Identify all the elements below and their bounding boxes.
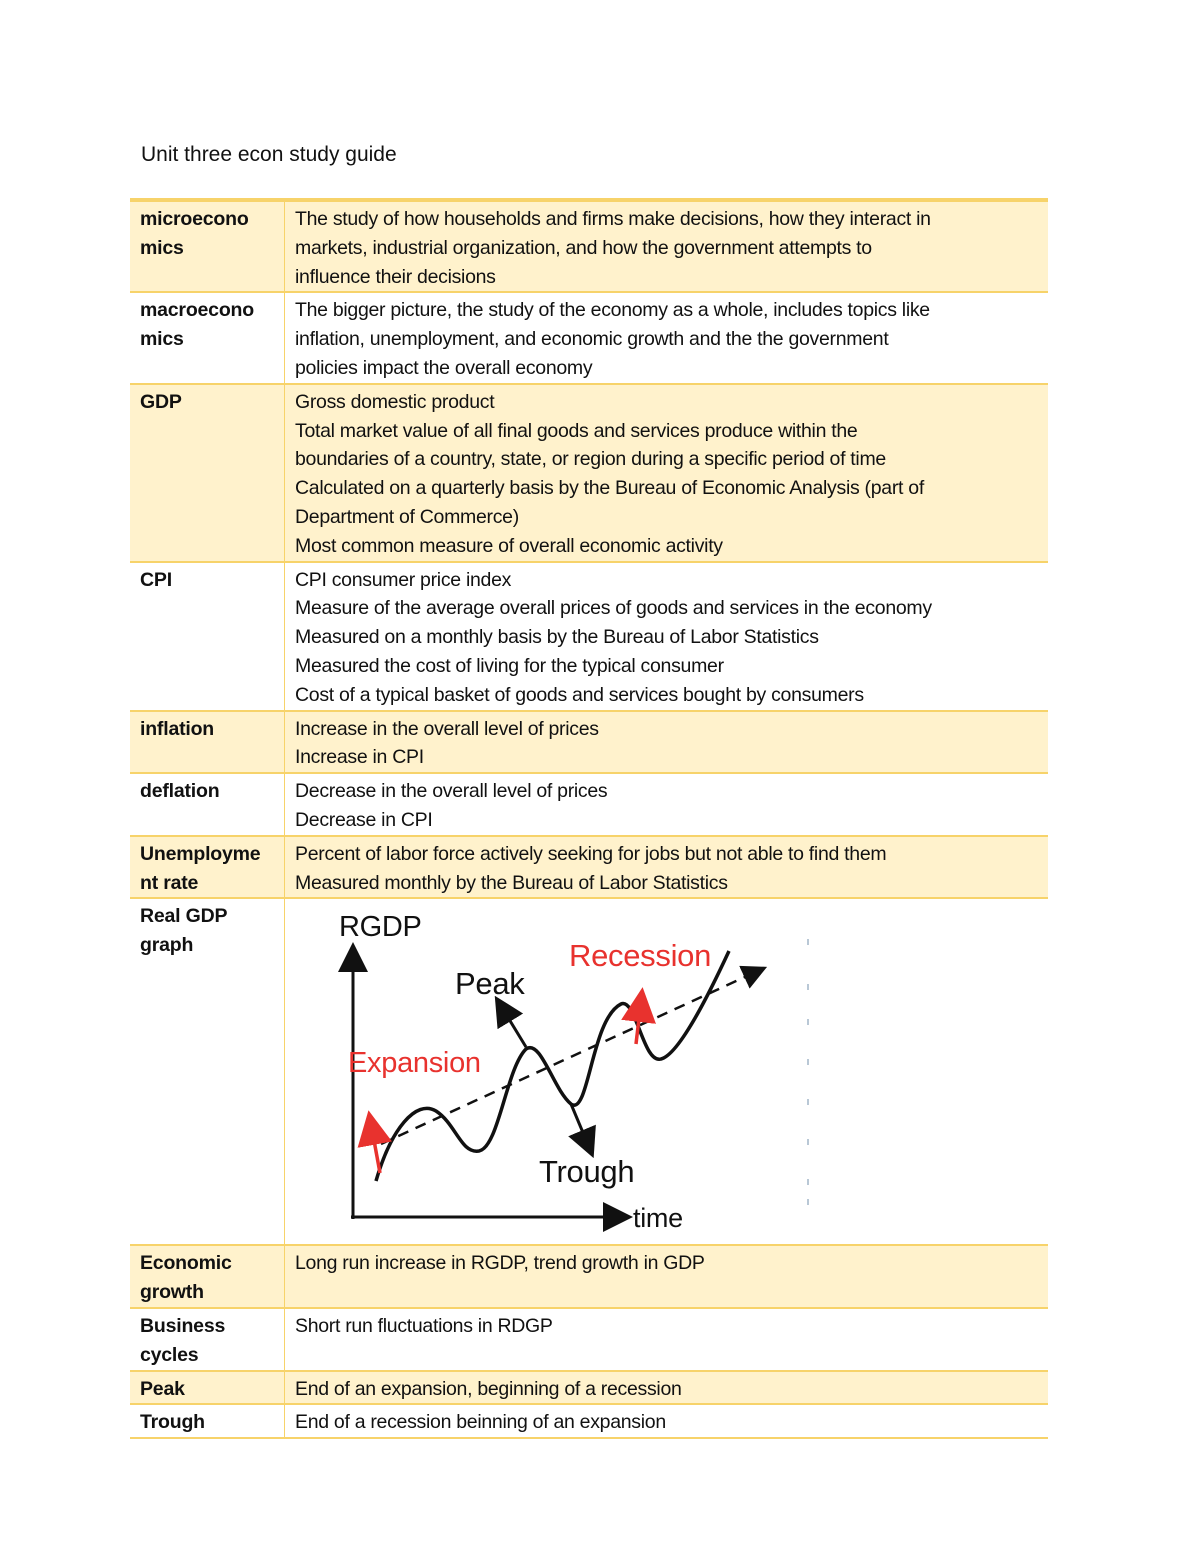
table-row (130, 1245, 1048, 1308)
definition-line: Measured on a monthly basis by the Bureau of Labor Statistics (295, 626, 819, 649)
table-row (130, 200, 1048, 292)
term-label: Trough (140, 1411, 205, 1434)
table-row (130, 1308, 1048, 1371)
term-label: Economic growth (140, 1252, 232, 1304)
term-label: deflation (140, 780, 220, 803)
table-row (130, 836, 1048, 899)
definition-line: policies impact the overall economy (295, 356, 593, 379)
table-row (130, 773, 1048, 836)
table-row (130, 711, 1048, 774)
term-cell (130, 711, 285, 774)
term-label: GDP (140, 390, 182, 413)
definition-cell (285, 1245, 1049, 1308)
term-cell (130, 1404, 285, 1438)
term-label: Business cycles (140, 1314, 226, 1366)
recession-arrow (636, 1001, 641, 1044)
definition-line: Decrease in the overall level of prices (295, 780, 608, 803)
definition-line: Percent of labor force actively seeking for jobs but not able to find them (295, 842, 887, 865)
term-cell (130, 1308, 285, 1371)
definition-line: markets, industrial organization, and how the government attempts to (295, 236, 872, 259)
definition-line (295, 1341, 1040, 1370)
definition-cell (285, 711, 1049, 774)
expansion-label: Expansion (348, 1047, 481, 1080)
definition-line: Measured monthly by the Bureau of Labor Statistics (295, 871, 728, 894)
definition-line: The study of how households and firms make decisions, how they interact in (295, 208, 931, 230)
definition-line: Cost of a typical basket of goods and services bought by consumers (295, 683, 864, 706)
trough-arrow (571, 1104, 589, 1147)
definition-cell (285, 292, 1049, 383)
table-row-graph (130, 898, 1048, 1245)
definition-cell (285, 773, 1049, 836)
definition-line: CPI consumer price index (295, 568, 512, 591)
term-label: Unemployme nt rate (140, 842, 261, 894)
definition-cell (285, 836, 1049, 899)
document-title: Unit three econ study guide (141, 143, 397, 166)
term-cell (130, 200, 285, 292)
term-cell (130, 1245, 285, 1308)
term-cell (130, 898, 285, 1245)
definition-line (295, 1278, 1040, 1307)
definition-line: Increase in CPI (295, 746, 424, 769)
definition-line: Total market value of all final goods and services produce within the (295, 419, 858, 442)
expansion-arrow (371, 1124, 380, 1173)
term-label: microecono mics (140, 208, 249, 259)
term-cell (130, 292, 285, 383)
definition-line: The bigger picture, the study of the economy as a whole, includes topics like (295, 299, 930, 322)
term-cell (130, 384, 285, 562)
graph-cell (285, 898, 1049, 1245)
definition-line: Calculated on a quarterly basis by the Bureau of Economic Analysis (part of (295, 477, 924, 500)
peak-arrow (501, 1006, 526, 1047)
definition-cell (285, 562, 1049, 711)
term-cell (130, 773, 285, 836)
trough-label: Trough (539, 1154, 635, 1190)
definition-line: Increase in the overall level of prices (295, 717, 599, 740)
business-cycle-diagram (331, 899, 801, 1244)
term-label: CPI (140, 568, 172, 591)
term-label: macroecono mics (140, 299, 254, 351)
definition-line: Most common measure of overall economic activity (295, 534, 723, 557)
definition-cell (285, 1308, 1049, 1371)
x-axis-label: time (633, 1203, 683, 1234)
peak-label: Peak (455, 966, 525, 1002)
y-axis-label: RGDP (339, 911, 422, 944)
table-row (130, 1371, 1048, 1405)
term-cell (130, 562, 285, 711)
definition-cell (285, 1404, 1049, 1438)
study-guide-table (130, 198, 1048, 1439)
table-row (130, 562, 1048, 711)
recession-label: Recession (569, 938, 712, 974)
definition-cell (285, 1371, 1049, 1405)
definition-line: influence their decisions (295, 265, 496, 288)
definition-line: Department of Commerce) (295, 505, 519, 528)
definition-line: Measure of the average overall prices of goods and services in the economy (295, 597, 932, 620)
definition-line: boundaries of a country, state, or region during a specific period of time (295, 448, 886, 471)
real-gdp-graph (331, 899, 801, 1244)
term-label: Peak (140, 1377, 185, 1400)
table-row (130, 292, 1048, 383)
definition-line: Gross domestic product (295, 390, 495, 413)
definition-line: End of a recession beinning of an expansion (295, 1411, 666, 1434)
definition-cell (285, 384, 1049, 562)
term-label: inflation (140, 717, 215, 740)
term-cell (130, 1371, 285, 1405)
table-row (130, 384, 1048, 562)
definition-cell (285, 200, 1049, 292)
term-cell (130, 836, 285, 899)
definition-line: Long run increase in RGDP, trend growth in GDP (295, 1252, 705, 1275)
definition-line: Measured the cost of living for the typical consumer (295, 654, 724, 677)
definition-line: End of an expansion, beginning of a recession (295, 1377, 682, 1400)
definition-line: Short run fluctuations in RDGP (295, 1314, 553, 1337)
table-row (130, 1404, 1048, 1438)
definition-line: Decrease in CPI (295, 808, 433, 831)
definition-line: inflation, unemployment, and economic growth and the the government (295, 328, 889, 351)
term-label: Real GDP graph (140, 905, 228, 957)
